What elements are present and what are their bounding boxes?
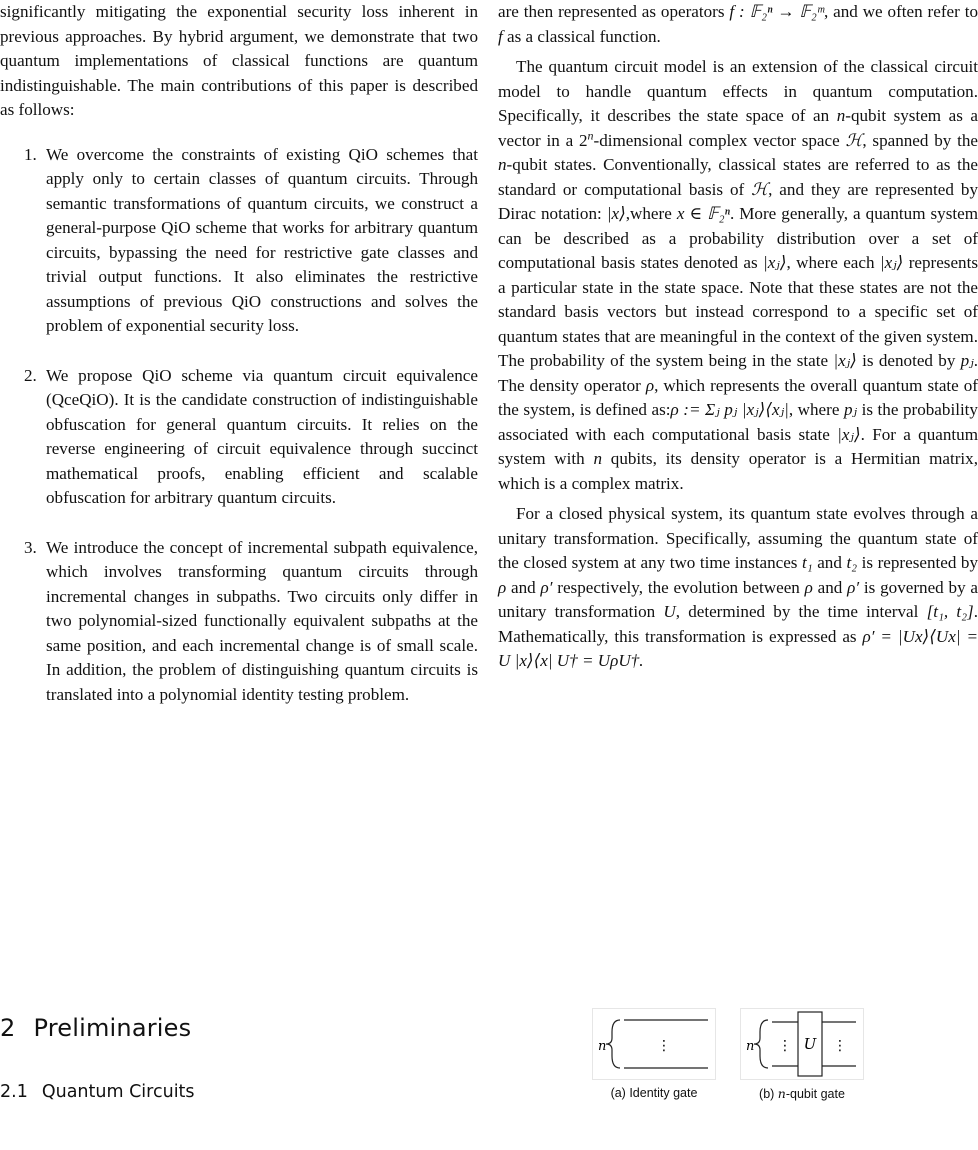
- math-evolution: ρ′ = |Ux⟩⟨Ux| = U |x⟩⟨x| U† = UρU†.: [498, 626, 978, 670]
- contributions-list: [0, 143, 478, 708]
- list-text: We introduce the concept of incremental subpath equivalence, which involves transforming quantum circuits through incremental changes in subpaths. Two circuits only differ in two polynomial-sized functionally equivalent subpaths at the same position, and each incremental change is of small scale. In addition, the problem of distinguishing quantum circuits is translated into a polynomial identity testing problem.: [46, 537, 478, 704]
- list-item: [0, 143, 478, 339]
- figure-n-qubit-gate: [740, 1008, 864, 1101]
- list-text: We propose QiO scheme via quantum circuit equivalence (QceQiO). It is the candidate construction of indistinguishable obfuscation for general quantum circuits. It relies on the reverse engineering of circuit equivalence through succinct mathematical proofs, enabling efficient and scalable obfuscation for arbitrary quantum circuits.: [46, 365, 478, 507]
- qubit-count-label: n: [598, 1039, 607, 1054]
- section-heading: [0, 1014, 191, 1042]
- brace-icon: [606, 1020, 620, 1068]
- left-column: [0, 0, 478, 732]
- list-item: [0, 536, 478, 708]
- subsection-title: Quantum Circuits: [41, 1082, 195, 1102]
- intro-paragraph: significantly mitigating the exponential security loss inherent in previous approaches. By hybrid argument, we demonstrate that two quantum implementations of classical functions are quantum indistinguishable. The main contributions of this paper is described as follows:: [0, 2, 478, 119]
- list-number: 2.: [24, 365, 37, 385]
- vertical-dots-left: ⋮: [778, 1038, 792, 1054]
- subsection-heading: [0, 1082, 195, 1102]
- vertical-dots: ⋮: [657, 1038, 671, 1054]
- subsection-number: 2.1: [0, 1082, 28, 1102]
- qubit-count-label: n: [746, 1039, 755, 1054]
- figure-identity-gate: [592, 1008, 716, 1100]
- figure-caption-a: (a) Identity gate: [610, 1086, 698, 1100]
- paragraph-unitary-evolution: For a closed physical system, its quantum state evolves through a unitary transformation. Specifically, assuming the quantum state of the closed system at any two time instances t₁ and t₂ is represented by ρ and ρ′ respectively, the evolution between ρ and ρ′ is governed by a unitary transformation U, determined by the time interval [t₁, t₂]. Mathematically, this transformation is expressed as ρ′ = |Ux⟩⟨Ux| = U |x⟩⟨x| U† = UρU†.: [498, 504, 978, 670]
- list-number: 3.: [24, 537, 37, 557]
- list-number: 1.: [24, 144, 37, 164]
- section-number: 2: [0, 1014, 16, 1042]
- right-column: [498, 0, 978, 674]
- section-title: Preliminaries: [33, 1014, 192, 1042]
- math-f-map: f : 𝔽₂ⁿ → 𝔽₂ᵐ: [729, 2, 824, 21]
- list-item: [0, 364, 478, 511]
- n-qubit-gate-diagram: [740, 1008, 864, 1080]
- identity-gate-diagram: [592, 1008, 716, 1080]
- gate-label-u: U: [803, 1035, 817, 1053]
- list-text: We overcome the constraints of existing QiO schemes that apply only to certain classes of quantum circuits. Through semantic transformations of quantum circuits, we construct a general-purpose QiO scheme that works for arbitrary quantum circuits, bypassing the need for restrictive gate classes and trivial output functions. It also eliminates the restrictive assumptions of previous QiO constructions and solves the problem of exponential security loss.: [46, 144, 478, 335]
- vertical-dots-right: ⋮: [833, 1038, 847, 1054]
- figure-caption-b: (b) n-qubit gate: [759, 1086, 845, 1101]
- math-density-operator: ρ := Σⱼ pⱼ |xⱼ⟩⟨xⱼ|: [670, 400, 789, 419]
- paragraph-classical-function: are then represented as operators f : 𝔽₂ⁿ → 𝔽₂ᵐ, and we often refer to f as a classical function.: [498, 2, 978, 46]
- paragraph-quantum-circuit-model: The quantum circuit model is an extension of the classical circuit model to handle quantum effects in quantum computation. Specifically, it describes the state space of an n-qubit system as a vector in a 2$^n$-dimensional complex vector space ℋ, spanned by the n-qubit states. Conventionally, classical states are referred to as the standard or computational basis of ℋ, and they are represented by Dirac notation: |x⟩,where x ∈ 𝔽₂ⁿ. More generally, a quantum system can be described as a probability distribution over a set of computational basis states denoted as |xⱼ⟩, where each |xⱼ⟩ represents a particular state in the state space. Note that these states are not the standard basis vectors but instead correspond to a specific set of quantum states that are meaningful in the context of the given system. The probability of the system being in the state |xⱼ⟩ is denoted by pⱼ. The density operator ρ, which represents the overall quantum state of the system, is defined as:ρ := Σⱼ pⱼ |xⱼ⟩⟨xⱼ|, where pⱼ is the probability associated with each computational basis state |xⱼ⟩. For a quantum system with n qubits, its density operator is a Hermitian matrix, which is a complex matrix.: [498, 57, 978, 493]
- brace-icon: [754, 1020, 768, 1068]
